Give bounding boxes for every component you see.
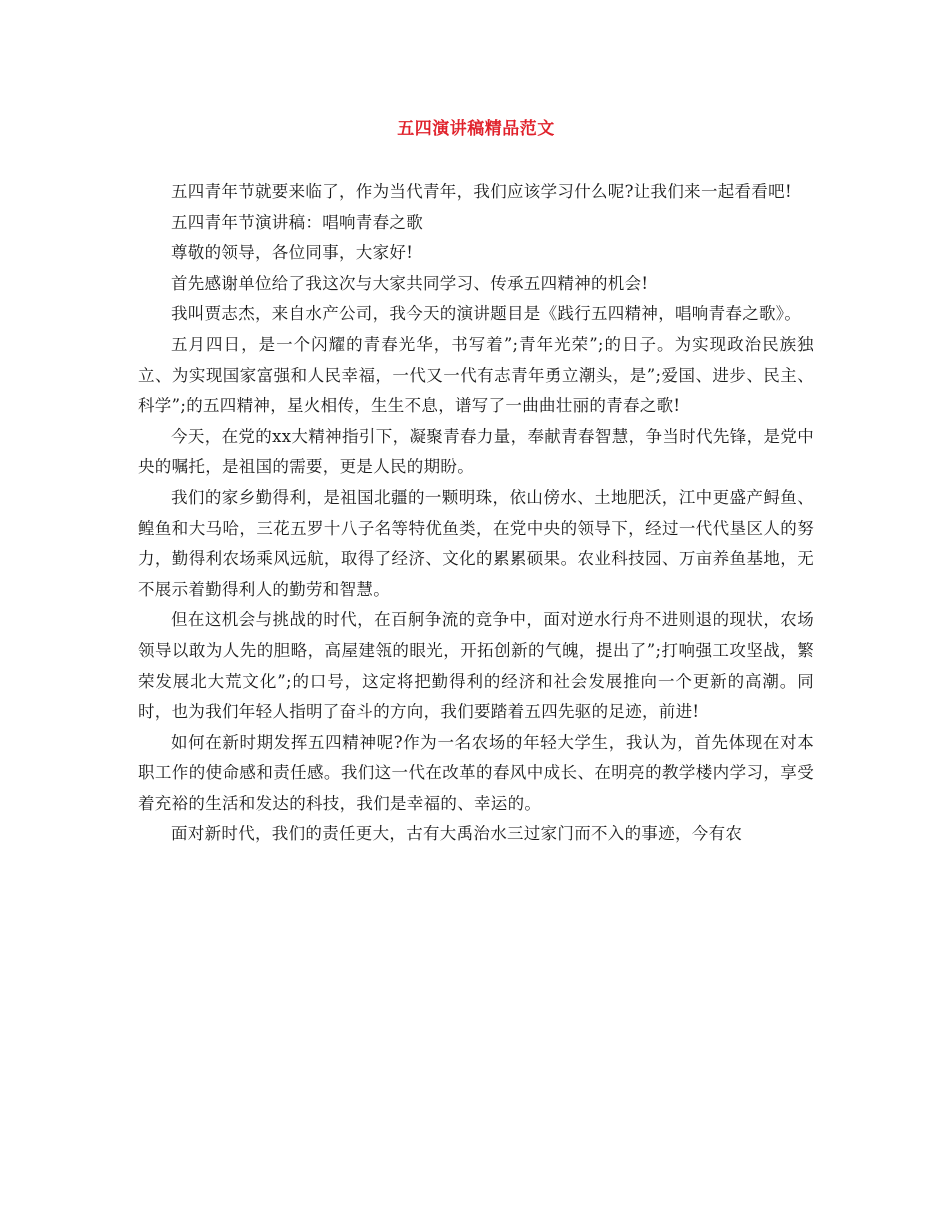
paragraph-3: 尊敬的领导，各位同事，大家好! [171, 243, 414, 263]
paragraph-4: 首先感谢单位给了我这次与大家共同学习、传承五四精神的机会! [171, 273, 649, 293]
paragraph-7: 今天，在党的xx大精神指引下，凝聚青春力量，奉献青春智慧，争当时代先锋，是党中央的嘱托，是祖国的需要，更是人民的期盼。 [138, 426, 814, 477]
paragraph-9: 但在这机会与挑战的时代，在百舸争流的竞争中，面对逆水行舟不进则退的现状，农场领导以敢为人先的胆略，高屋建瓴的眼光，开拓创新的气魄，提出了”;打响强工攻坚战，繁荣发展北大荒文化”;的口号，这定将把勤得利的经济和社会发展推向一个更新的高潮。同时，也为我们年轻人指明了奋斗的方向，我们要踏着五四先驱的足迹，前进! [138, 610, 814, 722]
paragraph-6: 五月四日，是一个闪耀的青春光华，书写着”;青年光荣”;的日子。为实现政治民族独立、为实现国家富强和人民幸福，一代又一代有志青年勇立潮头，是”;爱国、进步、民主、科学”;的五四精神，星火相传，生生不息，谱写了一曲曲壮丽的青春之歌! [138, 334, 814, 416]
document-page [138, 118, 814, 850]
paragraph-10: 如何在新时期发挥五四精神呢?作为一名农场的年轻大学生，我认为，首先体现在对本职工作的使命感和责任感。我们这一代在改革的春风中成长、在明亮的教学楼内学习，享受着充裕的生活和发达的科技，我们是幸福的、幸运的。 [138, 732, 814, 813]
paragraph-5: 我叫贾志杰，来自水产公司，我今天的演讲题目是《践行五四精神，唱响青春之歌》。 [171, 304, 802, 324]
paragraph-8: 我们的家乡勤得利，是祖国北疆的一颗明珠，依山傍水、土地肥沃，江中更盛产鲟鱼、鳇鱼和大马哈，三花五罗十八子名等特优鱼类，在党中央的领导下，经过一代代垦区人的努力，勤得利农场乘风远航，取得了经济、文化的累累硕果。农业科技园、万亩养鱼基地，无不展示着勤得利人的勤劳和智慧。 [138, 487, 814, 599]
document-title: 五四演讲稿精品范文 [397, 119, 555, 139]
paragraph-2: 五四青年节演讲稿：唱响青春之歌 [171, 212, 423, 232]
paragraph-1: 五四青年节就要来临了，作为当代青年，我们应该学习什么呢?让我们来一起看看吧! [171, 182, 792, 201]
paragraph-11: 面对新时代，我们的责任更大，古有大禹治水三过家门而不入的事迹，今有农 [171, 824, 743, 844]
